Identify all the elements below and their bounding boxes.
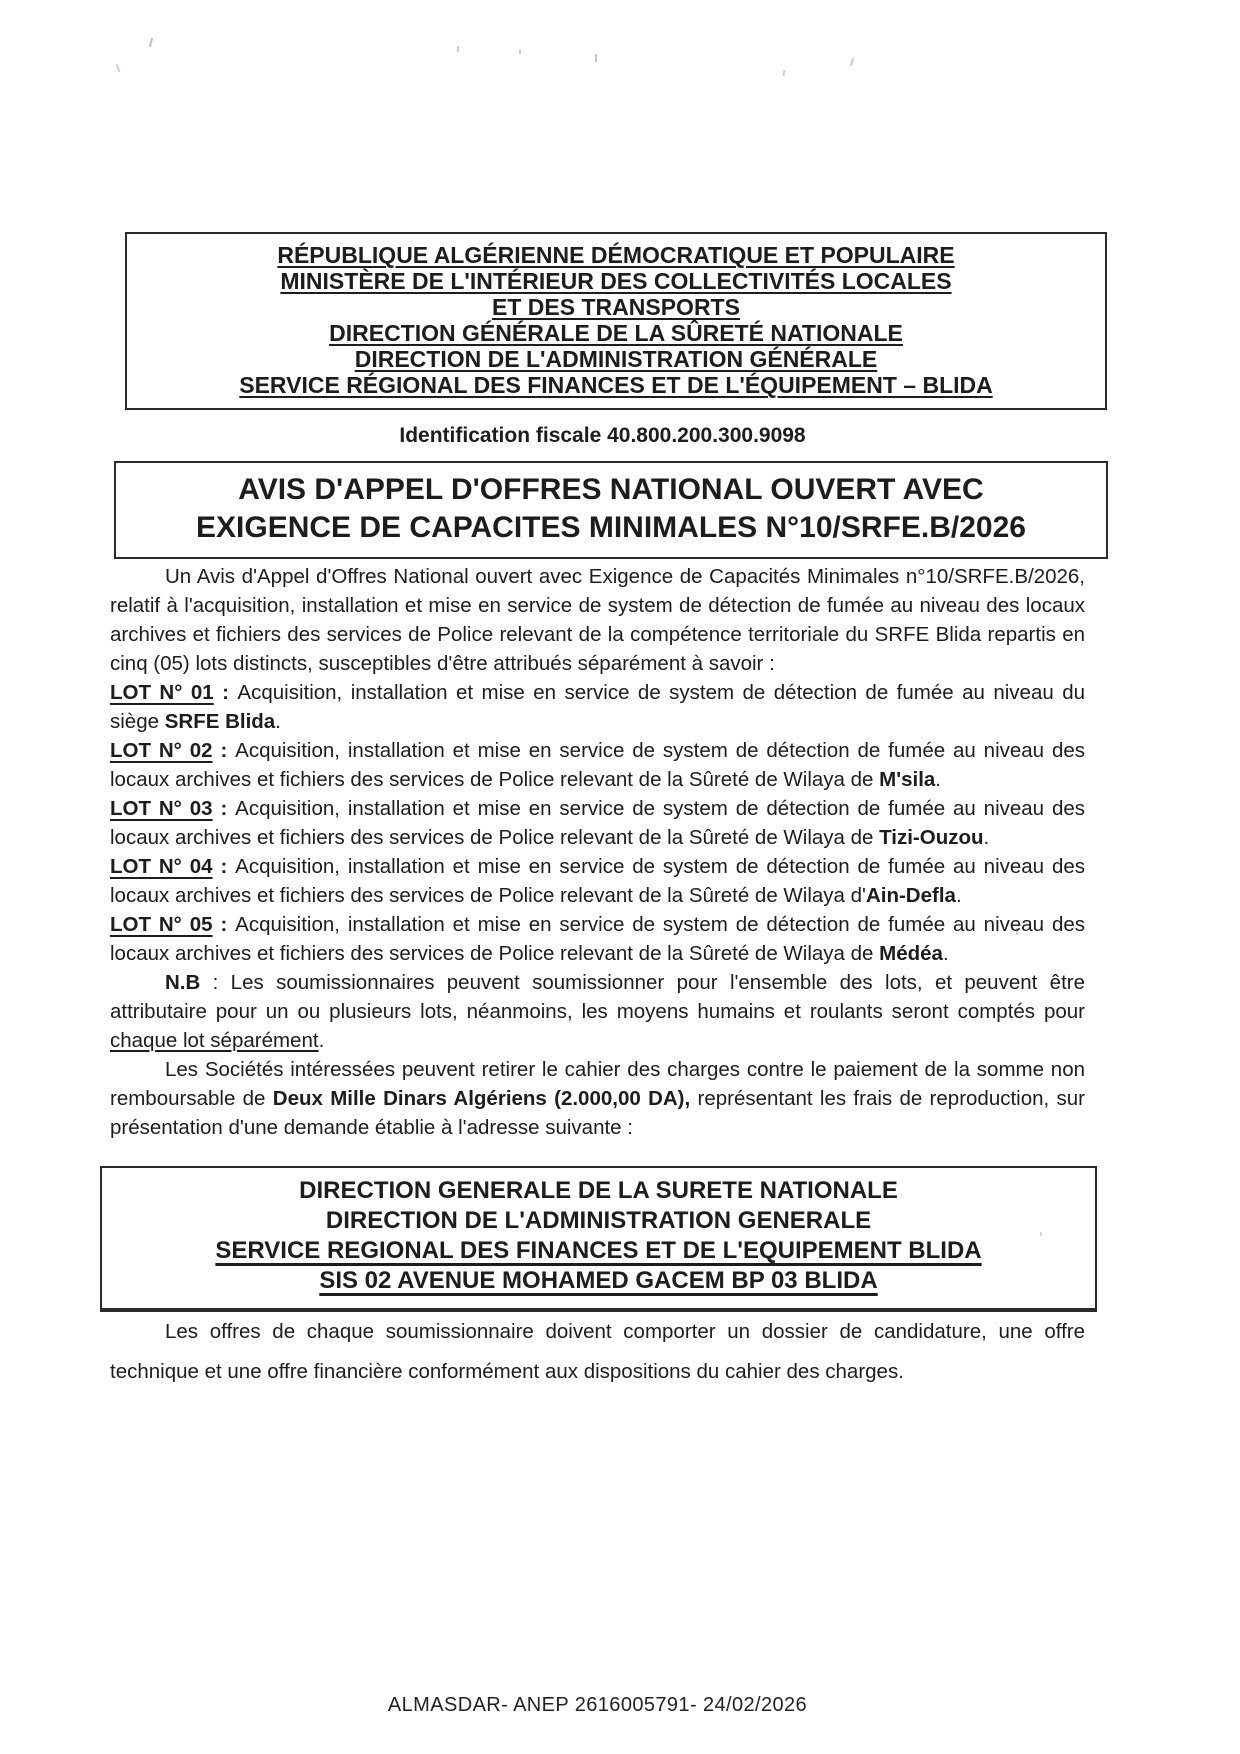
header-line-transports: ET DES TRANSPORTS: [492, 294, 740, 320]
lot-item-03: LOT N° 03 : Acquisition, installation et mise en service de system de détection de fumée au niveau des locaux archives et fichiers des services de Police relevant de la Sûreté de Wilaya de Tizi-Ouzou.: [110, 797, 1086, 849]
lot-01-site: SRFE Blida: [164, 710, 276, 733]
lot-01-label: LOT N° 01: [110, 681, 214, 704]
lot-03-label: LOT N° 03: [110, 797, 213, 820]
notice-body: [110, 562, 1085, 1392]
scan-speck: [149, 38, 153, 47]
header-line-dag: DIRECTION DE L'ADMINISTRATION GÉNÉRALE: [354, 346, 878, 372]
lot-05-site: Médéa: [879, 942, 943, 965]
lot-04-label: LOT N° 04: [110, 855, 213, 878]
lot-04-sep: :: [212, 855, 236, 878]
scan-speck: [457, 46, 460, 52]
address-line-srfe: SERVICE REGIONAL DES FINANCES ET DE L'EQUIPEMENT BLIDA: [215, 1237, 982, 1264]
intro-paragraph: Un Avis d'Appel d'Offres National ouvert avec Exigence de Capacités Minimales n°10/SRFE.B/2026, relatif à l'acquisition, installation et mise en service de system de détection de fumée au niveau des locaux archives et fichiers des services de Police relevant de la compétence territoriale du SRFE Blida repartis en cinq (05) lots distincts, susceptibles d'être attribués séparément à savoir :: [110, 565, 1085, 675]
lot-01-text: Acquisition, installation et mise en service de system de détection de fumée au niveau du siège: [110, 681, 1086, 733]
header-line-srfe: SERVICE RÉGIONAL DES FINANCES ET DE L'ÉQUIPEMENT – BLIDA: [239, 372, 993, 398]
fees-text-before: Les Sociétés intéressées peuvent retirer le cahier des charges contre le paiement de la somme non remboursable de: [110, 1058, 1085, 1110]
lot-03-site: Tizi-Ouzou: [879, 826, 984, 849]
nb-paragraph: N.B : Les soumissionnaires peuvent soumissionner pour l'ensemble des lots, et peuvent être attributaire pour un ou plusieurs lots, néanmoins, les moyens humains et roulants seront comptés pour chaque lot séparément.: [110, 971, 1085, 1052]
lot-05-sep: :: [212, 913, 236, 936]
lot-02-sep: :: [212, 739, 236, 762]
notice-title-line2: EXIGENCE DE CAPACITES MINIMALES N°10/SRFE.B/2026: [196, 511, 1026, 544]
address-line-dgsn: DIRECTION GENERALE DE LA SURETE NATIONALE: [299, 1177, 898, 1204]
lot-01-sep: :: [213, 681, 238, 704]
address-line-dag: DIRECTION DE L'ADMINISTRATION GENERALE: [325, 1207, 872, 1234]
scan-speck: [595, 54, 597, 62]
scan-speck: [519, 49, 521, 54]
scan-speck: [782, 70, 785, 76]
lot-02-site: M'sila: [879, 768, 936, 791]
nb-label: N.B: [165, 971, 201, 994]
address-box: [100, 1166, 1097, 1312]
notice-title-line1: AVIS D'APPEL D'OFFRES NATIONAL OUVERT AVEC: [238, 473, 984, 506]
nb-underlined-phrase: chaque lot séparément: [110, 1029, 319, 1052]
notice-title-box: [114, 461, 1108, 559]
header-org-box: [125, 232, 1107, 410]
lot-05-text: Acquisition, installation et mise en service de system de détection de fumée au niveau des locaux archives et fichiers des services de Police relevant de la Sûreté de Wilaya de: [110, 913, 1086, 965]
lot-05-label: LOT N° 05: [110, 913, 213, 936]
header-line-dgsn: DIRECTION GÉNÉRALE DE LA SÛRETÉ NATIONALE: [329, 320, 903, 346]
offers-paragraph: Les offres de chaque soumissionnaire doivent comporter un dossier de candidature, une offre technique et une offre financière conformément aux dispositions du cahier des charges.: [110, 1320, 1085, 1383]
lot-item-04: LOT N° 04 : Acquisition, installation et mise en service de system de détection de fumée au niveau des locaux archives et fichiers des services de Police relevant de la Sûreté de Wilaya d'Ain-Defla.: [110, 855, 1086, 907]
header-line-ministry: MINISTÈRE DE L'INTÉRIEUR DES COLLECTIVITÉS LOCALES: [280, 268, 952, 294]
lot-04-site: Ain-Defla: [865, 884, 956, 907]
scan-speck: [850, 58, 854, 66]
nb-text: : Les soumissionnaires peuvent soumissionner pour l'ensemble des lots, et peuvent être attributaire pour un ou plusieurs lots, néanmoins, les moyens humains et roulants seront comptés pour: [110, 971, 1085, 1023]
header-line-republic: RÉPUBLIQUE ALGÉRIENNE DÉMOCRATIQUE ET POPULAIRE: [277, 242, 955, 268]
fiscal-id-line: Identification fiscale 40.800.200.300.9098: [399, 424, 806, 447]
scan-speck: [116, 64, 121, 72]
lot-03-sep: :: [212, 797, 236, 820]
footer-publication-line: ALMASDAR- ANEP 2616005791- 24/02/2026: [387, 1694, 808, 1716]
fees-text-after: représentant les frais de reproduction, sur présentation d'une demande établie à l'adresse suivante :: [110, 1087, 1085, 1139]
lot-item-01: LOT N° 01 : Acquisition, installation et mise en service de system de détection de fumée au niveau du siège SRFE Blida.: [110, 681, 1086, 733]
lot-item-02: LOT N° 02 : Acquisition, installation et mise en service de system de détection de fumée au niveau des locaux archives et fichiers des services de Police relevant de la Sûreté de Wilaya de M'sila.: [110, 739, 1086, 791]
lot-item-05: LOT N° 05 : Acquisition, installation et mise en service de system de détection de fumée au niveau des locaux archives et fichiers des services de Police relevant de la Sûreté de Wilaya de Médéa.: [110, 913, 1086, 965]
lot-02-text: Acquisition, installation et mise en service de system de détection de fumée au niveau des locaux archives et fichiers des services de Police relevant de la Sûreté de Wilaya de: [110, 739, 1086, 791]
address-line-street: SIS 02 AVENUE MOHAMED GACEM BP 03 BLIDA: [319, 1267, 878, 1294]
lot-02-label: LOT N° 02: [110, 739, 213, 762]
lot-03-text: Acquisition, installation et mise en service de system de détection de fumée au niveau des locaux archives et fichiers des services de Police relevant de la Sûreté de Wilaya de: [110, 797, 1086, 849]
fees-paragraph: [110, 1055, 1085, 1142]
fees-amount: Deux Mille Dinars Algériens (2.000,00 DA),: [272, 1087, 691, 1110]
lot-04-text: Acquisition, installation et mise en service de system de détection de fumée au niveau des locaux archives et fichiers des services de Police relevant de la Sûreté de Wilaya d': [110, 855, 1086, 907]
